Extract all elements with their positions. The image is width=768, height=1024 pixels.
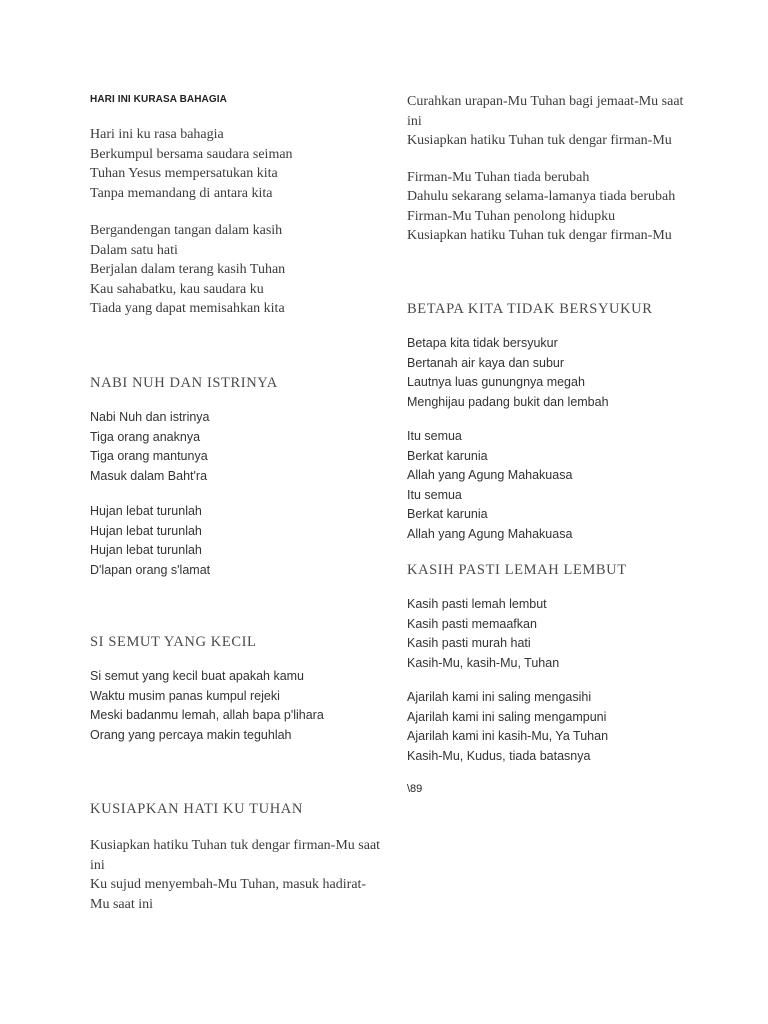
song-kusiapkan-hati-ku-tuhan-continued [407, 92, 699, 246]
lyric-line: Bertanah air kaya dan subur [407, 355, 565, 370]
lyric-line: Itu semua [407, 429, 462, 443]
song-title: HARI INI KURASA BAHAGIA [90, 94, 227, 105]
lyric-line: Kusiapkan hatiku Tuhan tuk dengar firman-Mu [407, 133, 672, 148]
lyric-line: Kusiapkan hatiku Tuhan tuk dengar firman-Mu saat ini [90, 838, 381, 873]
lyric-line: Betapa kita tidak bersyukur [407, 336, 558, 350]
right-column [407, 0, 707, 1024]
lyric-line: Curahkan urapan-Mu Tuhan bagi jemaat-Mu saat ini [407, 94, 684, 129]
lyric-line: Allah yang Agung Mahakuasa [407, 526, 573, 541]
lyric-line: Orang yang percaya makin teguhlah [90, 727, 292, 742]
lyric-line: Tiga orang mantunya [90, 449, 208, 463]
lyric-line: Tuhan Yesus mempersatukan kita [90, 166, 278, 181]
stanza [407, 595, 707, 673]
lyric-line: Berkat karunia [407, 507, 488, 521]
lyric-line: Meski badanmu lemah, allah bapa p'lihara [90, 708, 324, 722]
lyric-line: Kasih-Mu, Kudus, tiada batasnya [407, 748, 591, 763]
lyric-line: Tanpa memandang di antara kita [90, 185, 273, 201]
song-title: KASIH PASTI LEMAH LEMBUT [407, 562, 627, 578]
lyric-line: Berkumpul bersama saudara seiman [90, 146, 293, 162]
lyric-line: Kasih pasti memaafkan [407, 616, 537, 631]
lyric-line: Berjalan dalam terang kasih Tuhan [90, 262, 286, 277]
lyric-line: Firman-Mu Tuhan penolong hidupku [407, 208, 616, 224]
stanza [407, 427, 707, 544]
lyric-line: Waktu musim panas kumpul rejeki [90, 688, 280, 703]
lyric-line: Ajarilah kami ini saling mengasihi [407, 690, 592, 704]
lyric-line: Dahulu sekarang selama-lamanya tiada berubah [407, 189, 676, 204]
stanza [90, 667, 390, 745]
song-title: KUSIAPKAN HATI KU TUHAN [90, 801, 303, 817]
stanza [407, 688, 707, 766]
left-column [90, 0, 390, 1024]
lyric-line: Berkat karunia [407, 448, 488, 463]
song-si-semut-yang-kecil [90, 634, 390, 745]
lyric-line: D'lapan orang s'lamat [90, 562, 211, 577]
song-kasih-pasti-lemah-lembut [407, 562, 707, 766]
lyric-line: Kasih pasti murah hati [407, 636, 531, 650]
song-hari-ini-kurasa-bahagia [90, 94, 390, 319]
lyric-line: Bergandengan tangan dalam kasih [90, 223, 283, 238]
lyric-line: Ku sujud menyembah-Mu Tuhan, masuk hadirat-Mu saat ini [90, 877, 367, 912]
lyric-line: Tiga orang anaknya [90, 429, 201, 444]
song-title: BETAPA KITA TIDAK BERSYUKUR [407, 301, 653, 317]
lyric-line: Kusiapkan hatiku Tuhan tuk dengar firman-Mu [407, 228, 672, 243]
lyric-line: Hujan lebat turunlah [90, 523, 202, 538]
lyric-line: Kasih-Mu, kasih-Mu, Tuhan [407, 655, 560, 670]
lyric-line: Nabi Nuh dan istrinya [90, 410, 210, 424]
stanza [90, 836, 382, 914]
lyric-line: Si semut yang kecil buat apakah kamu [90, 669, 305, 683]
stanza [407, 168, 699, 246]
lyric-line: Ajarilah kami ini saling mengampuni [407, 709, 607, 724]
stanza [90, 221, 390, 319]
lyric-line: Kau sahabatku, kau saudara ku [90, 281, 264, 297]
lyric-line: Hujan lebat turunlah [90, 543, 202, 557]
stanza [407, 92, 699, 151]
lyric-line: Hari ini ku rasa bahagia [90, 127, 224, 142]
lyric-line: Ajarilah kami ini kasih-Mu, Ya Tuhan [407, 729, 609, 743]
lyric-line: Lautnya luas gunungnya megah [407, 375, 585, 389]
lyric-line: Menghijau padang bukit dan lembah [407, 394, 609, 409]
song-title: NABI NUH DAN ISTRINYA [90, 375, 278, 391]
song-title: SI SEMUT YANG KECIL [90, 634, 257, 650]
lyric-line: Hujan lebat turunlah [90, 504, 202, 518]
lyric-line: Firman-Mu Tuhan tiada berubah [407, 169, 590, 185]
song-kusiapkan-hati-ku-tuhan [90, 801, 382, 914]
stanza [90, 502, 390, 580]
stanza [407, 334, 707, 412]
lyric-line: Itu semua [407, 487, 462, 502]
lyric-line: Masuk dalam Baht'ra [90, 468, 208, 483]
stanza [90, 408, 390, 486]
lyric-line: Dalam satu hati [90, 242, 178, 258]
page-number: \89 [407, 783, 423, 795]
lyric-line: Tiada yang dapat memisahkan kita [90, 301, 285, 316]
song-nabi-nuh-dan-istrinya [90, 375, 390, 580]
stanza [90, 125, 390, 203]
lyric-line: Allah yang Agung Mahakuasa [407, 468, 573, 482]
lyric-line: Kasih pasti lemah lembut [407, 597, 547, 611]
song-betapa-kita-tidak-bersyukur [407, 301, 707, 544]
